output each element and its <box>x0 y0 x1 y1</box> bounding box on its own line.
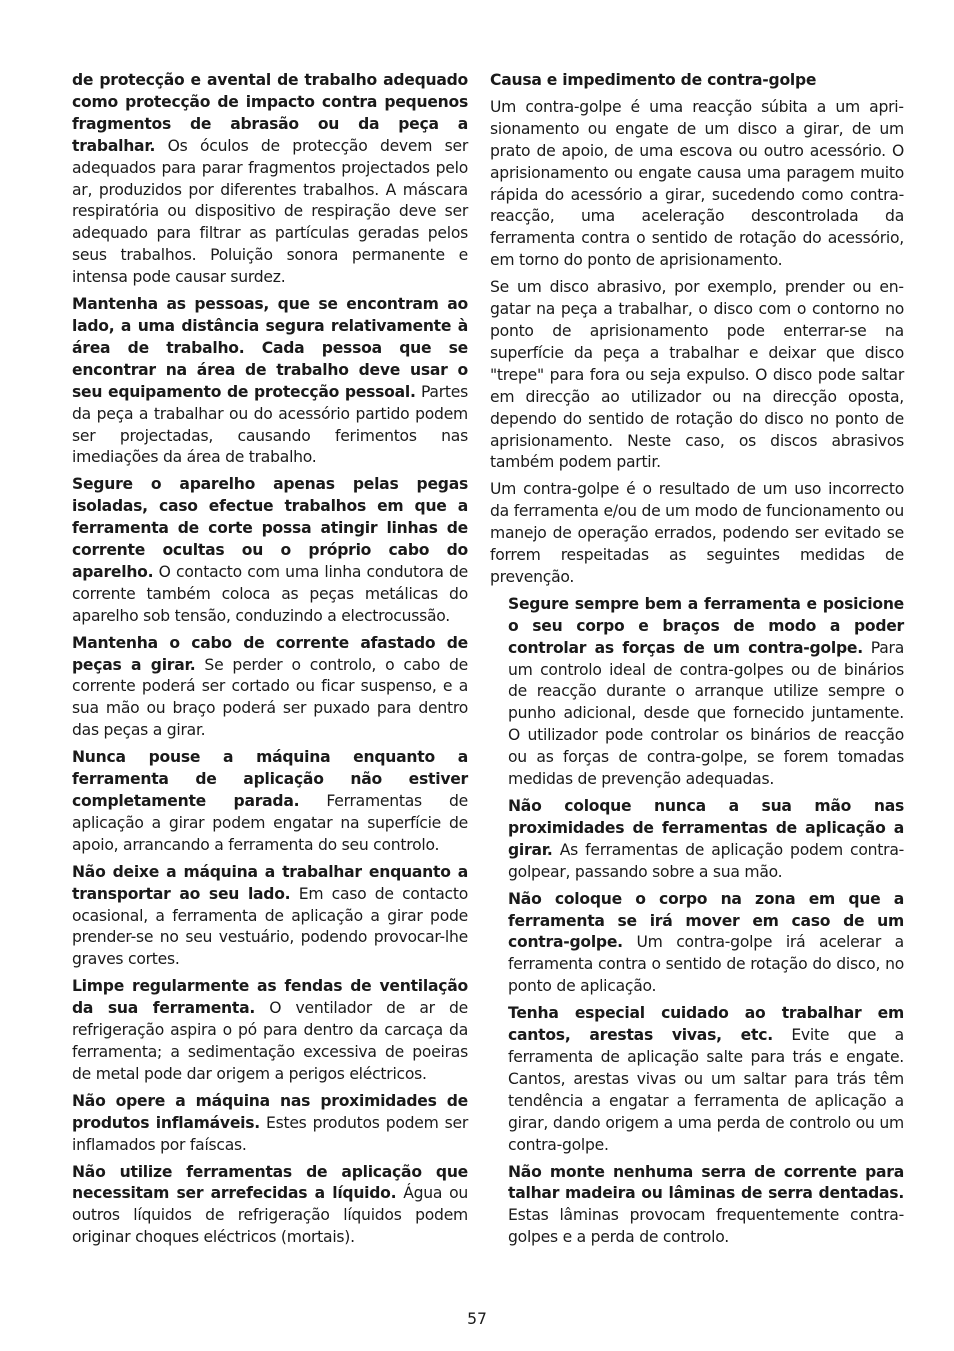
left-column <box>72 70 468 1254</box>
paragraph-lead: Não opere a máquina nas proximidades de produtos inflamáveis. <box>72 1091 468 1132</box>
item-lead: Não monte nenhuma serra de corrente para talhar madeira ou lâminas de serra dentadas. <box>508 1162 904 1203</box>
paragraph-lead: Segure o aparelho apenas pelas pegas isoladas, caso efectue trabalhos em que a ferramenta de corte possa atingir linhas de corrente ocultas ou o próprio cabo do aparelho. <box>72 475 468 581</box>
item-lead: Segure sempre bem a ferramenta e posicione o seu corpo e braços de modo a poder controlar as forças de um contra-golpe. <box>508 594 904 657</box>
paragraph-text: Os óculos de protecção devem ser adequados para parar fragmentos projectados pelo ar, produzidos por diferentes trabalhos. A máscara respiratória ou dispositivo de respiração deve ser adequado para filtrar as partículas geradas pelos seus trabalhos. Poluição sonora permanente e intensa pode causar surdez. <box>72 136 468 287</box>
right-column <box>490 70 904 1254</box>
safety-paragraph <box>72 294 468 469</box>
paragraph-lead: Nunca pouse a máquina enquanto a ferramenta de aplicação não estiver completamente parada. <box>72 748 468 810</box>
kickback-item <box>508 889 904 999</box>
paragraph-text: Água ou outros líquidos de refrigeração líquidos podem originar choques eléctricos (mortais). <box>72 1184 468 1247</box>
safety-paragraph <box>72 747 468 857</box>
paragraph-text: Ferramentas de aplicação a girar podem engatar na superfície de apoio, arrancando a ferramenta do seu controlo. <box>72 792 468 854</box>
paragraph-lead: Mantenha o cabo de corrente afastado de peças a girar. <box>72 633 468 674</box>
paragraph-lead: de protecção e avental de trabalho adequado como protecção de impacto contra pequenos fragmentos de abrasão ou da peça a trabalhar. <box>72 71 468 155</box>
intro-paragraph: Se um disco abrasivo, por exemplo, prender ou engatar na peça a trabalhar, o disco com o contorno no ponto de aprisionamento pode enterrar-se na superfície da peça a trabalhar e deixar que disco "trepe" para fora ou seja expulso. O disco pode saltar em direcção ao utilizador ou na direcção oposta, dependo do sentido de rotação do disco no ponto de aprisionamento. Neste caso, os discos abrasivos também podem partir. <box>490 278 904 472</box>
item-lead: Não coloque o corpo na zona em que a ferramenta se irá mover em caso de um contra-golpe. <box>508 889 904 952</box>
item-text: Evite que a ferramenta de aplicação salte para trás e engate. Cantos, arestas vivas ou um saltar para trás têm tendência a engatar a ferramenta de aplicação a girar, dando origem a uma perda de controlo ou um contra-golpe. <box>508 1026 904 1154</box>
paragraph-lead: Não deixe a máquina a trabalhar enquanto a transportar ao seu lado. <box>72 862 468 903</box>
safety-paragraph <box>72 862 468 972</box>
safety-paragraph <box>72 1162 468 1250</box>
item-lead: Não coloque nunca a sua mão nas proximidades de ferramentas de aplicação a girar. <box>508 797 904 859</box>
intro-paragraph: Um contra-golpe é o resultado de um uso incorrecto da ferramenta e/ou de um modo de funcionamento ou manejo de operação errados, podendo ser evitado se forrem respeitadas as seguintes medidas de prevenção. <box>490 480 904 586</box>
kickback-item <box>508 1162 904 1250</box>
item-text: Um contra-golpe irá acelerar a ferramenta contra o sentido de rotação do disco, no ponto de aplicação. <box>508 933 904 996</box>
paragraph-text: Em caso de contacto ocasional, a ferramenta de aplicação a girar pode prender-se no seu vestuário, podendo provocar-lhe graves cortes. <box>72 884 468 969</box>
section-heading: Causa e impedimento de contra-golpe <box>490 71 817 89</box>
safety-paragraph <box>72 976 468 1086</box>
item-text: Para um controlo ideal de contra-golpes ou de binários de reacção durante o arranque utilize sempre o punho adicional, desde que fornecido juntamente. O utilizador pode controlar os binários de reacção ou as forças de contra-golpe, se forem tomadas medidas de prevenção adequadas. <box>508 638 905 789</box>
item-lead: Tenha especial cuidado ao trabalhar em cantos, arestas vivas, etc. <box>508 1004 904 1045</box>
paragraph-text: Estes produtos podem ser inflamados por faíscas. <box>72 1113 468 1154</box>
safety-paragraph <box>72 1091 468 1157</box>
paragraph-lead: Limpe regularmente as fendas de ventilação da sua ferramenta. <box>72 977 468 1018</box>
kickback-item <box>508 594 904 791</box>
paragraph-lead: Mantenha as pessoas, que se encontram ao lado, a uma distância segura relativamente à área de trabalho. Cada pessoa que se encontrar na área de trabalho deve usar o seu equipamento de protecção pessoal. <box>72 295 468 401</box>
paragraph-lead: Não utilize ferramentas de aplicação que necessitam ser arrefecidas a líquido. <box>72 1162 468 1203</box>
safety-paragraph <box>72 633 468 743</box>
intro-paragraph: Um contra-golpe é uma reacção súbita a um aprisionamento ou engate de um disco a girar, de um prato de apoio, de uma escova ou outro acessório. O aprisionamento ou engate causa uma paragem muito rápida do acessório a girar, sucedendo como contra-reacção, uma aceleração descontrolada da ferramenta contra o sentido de rotação do acessório, em torno do ponto de aprisionamento. <box>490 97 904 270</box>
kickback-item <box>508 1003 904 1156</box>
item-text: As ferramentas de aplicação podem contra-golpear, passando sobre a sua mão. <box>508 840 904 881</box>
paragraph-text: O ventilador de ar de refrigeração aspira o pó para dentro da carcaça da ferramenta; a sedimentação excessiva de poeiras de metal pode dar origem a perigos eléctricos. <box>72 999 468 1083</box>
safety-paragraph <box>72 70 468 289</box>
page-number: 57 <box>467 1310 487 1328</box>
paragraph-text: Partes da peça a trabalhar ou do acessório partido podem ser projectadas, causando ferimentos nas imediações da área de trabalho. <box>72 382 468 467</box>
kickback-item <box>508 796 904 884</box>
item-text: Estas lâminas provocam frequentemente contra-golpes e a perda de controlo. <box>508 1206 904 1247</box>
safety-paragraph <box>72 474 468 627</box>
paragraph-text: O contacto com uma linha condutora de corrente também coloca as peças metálicas do aparelho sob tensão, conduzindo a electrocussão. <box>72 562 468 625</box>
paragraph-text: Se perder o controlo, o cabo de corrente poderá ser cortado ou ficar suspenso, e a sua mão ou braço poderá ser puxado para dentro das peças a girar. <box>72 655 468 740</box>
